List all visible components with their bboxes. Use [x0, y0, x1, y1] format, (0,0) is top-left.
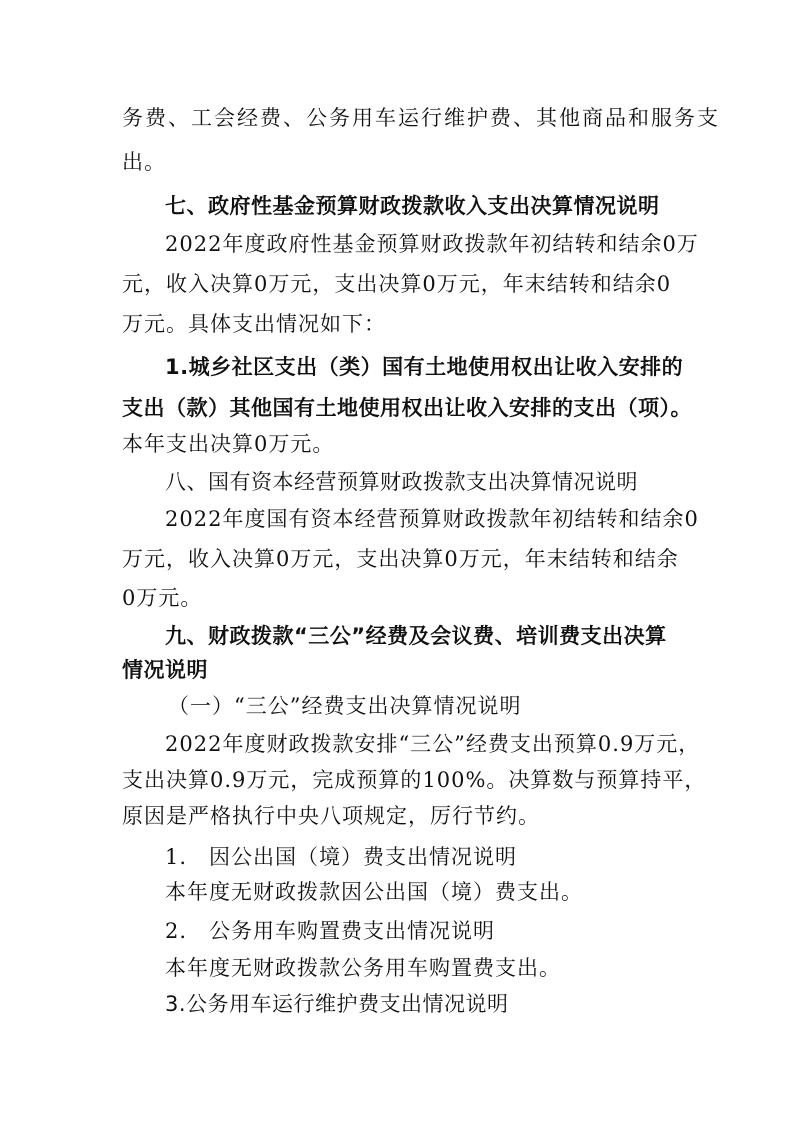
section-heading-8: 八、国有资本经营预算财政拨款支出决算情况说明 — [165, 470, 638, 494]
list-item-heading: 1. 因公出国（境）费支出情况说明 — [165, 845, 518, 869]
subsection-heading: （一）“三公”经费支出决算情况说明 — [168, 694, 522, 718]
paragraph-line: 本年度无财政拨款因公出国（境）费支出。 — [165, 880, 583, 904]
paragraph-line: 原因是严格执行中央八项规定，厉行节约。 — [122, 804, 540, 828]
paragraph-line: 2022年度财政拨款安排“三公”经费支出预算0.9万元， — [165, 732, 701, 756]
list-item-heading: 3.公务用车运行维护费支出情况说明 — [165, 992, 509, 1016]
paragraph-line: 务费、工会经费、公务用车运行维护费、其他商品和服务支 — [122, 106, 720, 130]
paragraph-line: 2022年度政府性基金预算财政拨款年初结转和结余0万 — [165, 232, 699, 256]
paragraph-line: 万元。具体支出情况如下： — [122, 312, 386, 336]
paragraph-line: 0万元。 — [122, 586, 203, 610]
list-item-heading: 2. 公务用车购置费支出情况说明 — [165, 919, 496, 943]
paragraph-line: 出。 — [122, 150, 166, 174]
paragraph-line: 支出决算0.9万元，完成预算的100%。决算数与预算持平， — [122, 768, 707, 792]
paragraph-line: 本年度无财政拨款公务用车购置费支出。 — [165, 956, 561, 980]
subsection-heading: 1.城乡社区支出（类）国有土地使用权出让收入安排的 — [165, 355, 684, 379]
paragraph-line: 元，收入决算0万元，支出决算0万元，年末结转和结余0 — [122, 272, 672, 296]
section-heading-9: 九、财政拨款“三公”经费及会议费、培训费支出决算 — [165, 624, 667, 648]
section-heading-9-cont: 情况说明 — [122, 658, 208, 682]
section-heading-7: 七、政府性基金预算财政拨款收入支出决算情况说明 — [165, 194, 660, 218]
paragraph-line: 本年支出决算0万元。 — [122, 432, 335, 456]
paragraph-line: 万元，收入决算0万元，支出决算0万元，年末结转和结余 — [122, 547, 679, 571]
paragraph-line: 2022年度国有资本经营预算财政拨款年初结转和结余0 — [165, 507, 699, 531]
subsection-heading: 支出（款）其他国有土地使用权出让收入安排的支出（项）。 — [122, 396, 692, 420]
